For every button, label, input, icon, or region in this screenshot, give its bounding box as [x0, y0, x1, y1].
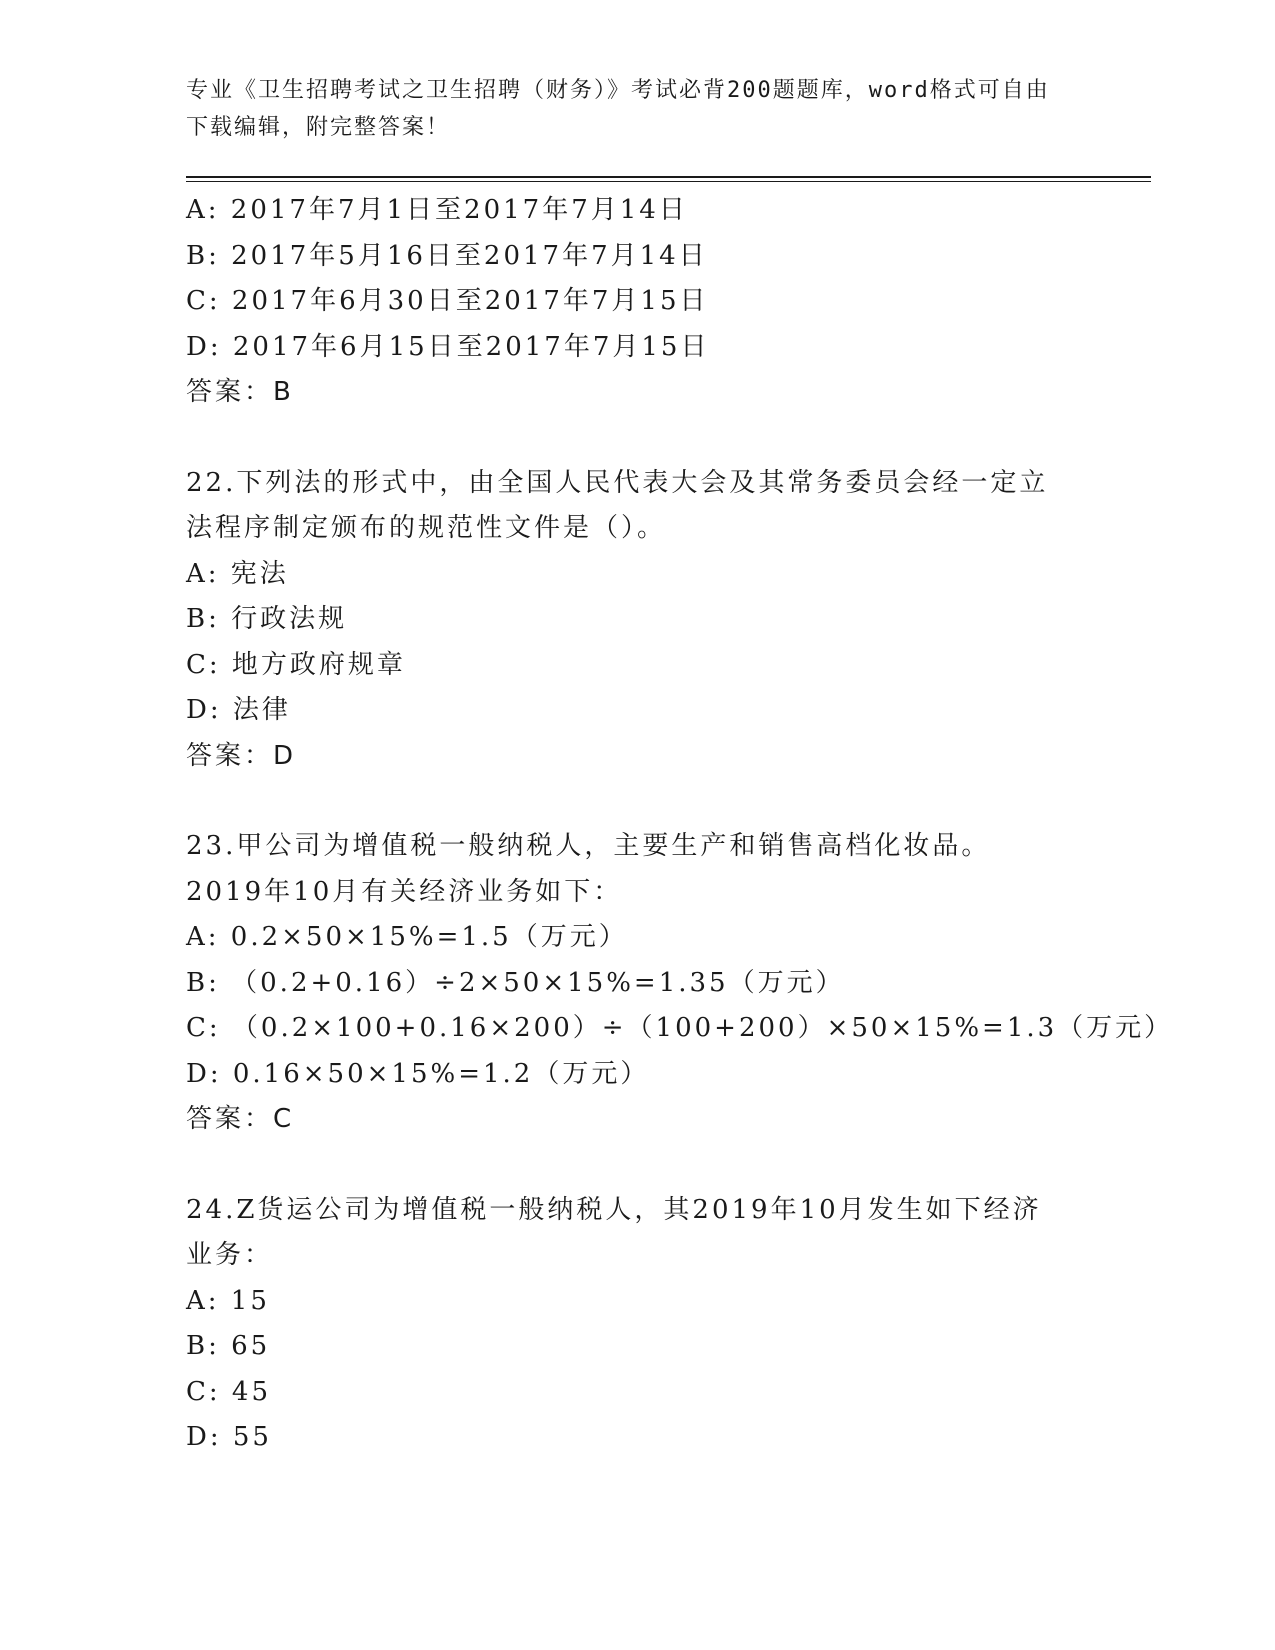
question-22 — [186, 461, 1086, 780]
header-divider-thin — [186, 181, 1151, 182]
option-c: C: （0.2×100+0.16×200）÷（100+200）×50×15%=1.3（万元） — [186, 1013, 1174, 1043]
question-text: 23.甲公司为增值税一般纳税人，主要生产和销售高档化妆品。2019年10月有关经济业务如下： — [186, 831, 991, 907]
option-d: D: 55 — [186, 1422, 272, 1452]
question-24 — [186, 1188, 1086, 1461]
option-c: C: 地方政府规章 — [186, 649, 406, 680]
header-divider-thick — [186, 176, 1151, 178]
option-a: A: 0.2×50×15%=1.5（万元） — [186, 922, 628, 952]
answer-line: 答案：B — [186, 377, 294, 407]
document-header: 专业《卫生招聘考试之卫生招聘（财务）》考试必背200题题库，word格式可自由下载编辑，附完整答案！ — [186, 78, 1050, 140]
option-a: A: 15 — [186, 1285, 270, 1316]
question-21 — [186, 188, 1086, 416]
question-text: 24.Z货运公司为增值税一般纳税人，其2019年10月发生如下经济业务： — [186, 1194, 1042, 1270]
answer-line: 答案：C — [186, 1104, 295, 1134]
option-a: A: 2017年7月1日至2017年7月14日 — [186, 195, 688, 225]
question-23 — [186, 824, 1174, 1143]
option-c: C: 2017年6月30日至2017年7月15日 — [186, 286, 709, 316]
option-b: B: （0.2+0.16）÷2×50×15%=1.35（万元） — [186, 967, 845, 998]
option-d: D: 2017年6月15日至2017年7月15日 — [186, 331, 710, 362]
option-b: B: 2017年5月16日至2017年7月14日 — [186, 240, 708, 271]
option-a: A: 宪法 — [186, 558, 289, 589]
option-d: D: 0.16×50×15%=1.2（万元） — [186, 1058, 650, 1089]
option-d: D: 法律 — [186, 695, 291, 725]
question-text: 22.下列法的形式中，由全国人民代表大会及其常务委员会经一定立法程序制定颁布的规范性文件是（）。 — [186, 467, 1049, 543]
question-list — [186, 188, 1174, 1461]
option-b: B: 65 — [186, 1331, 271, 1361]
option-b: B: 行政法规 — [186, 604, 348, 634]
option-c: C: 45 — [186, 1376, 272, 1407]
answer-line: 答案：D — [186, 740, 297, 771]
